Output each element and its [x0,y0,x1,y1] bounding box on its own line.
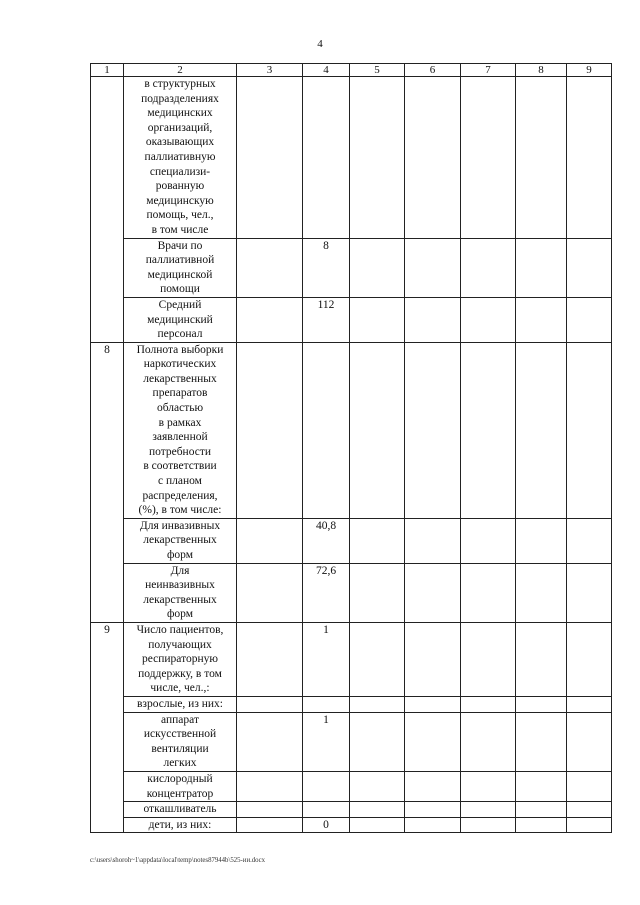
indicator-name: в структурных подразделениях медицинских организаций, оказывающих паллиативную специализи- рованную медицинскую помощь, чел., в том числе [124,77,237,239]
empty-cell [350,297,405,342]
empty-cell [461,802,516,818]
value-cell: 1 [303,712,350,771]
table-row [91,712,612,771]
indicator-name: взрослые, из них: [124,696,237,712]
empty-cell [405,518,461,563]
empty-cell [350,238,405,297]
indicator-name: Число пациентов, получающих респираторную поддержку, в том числе, чел.,: [124,622,237,696]
table-row [91,297,612,342]
empty-cell [237,712,303,771]
empty-cell [237,238,303,297]
empty-cell [237,771,303,801]
empty-cell [350,771,405,801]
table-row [91,238,612,297]
indicator-name: Врачи по паллиативной медицинской помощи [124,238,237,297]
empty-cell [567,563,612,622]
row-number [91,77,124,343]
page-number: 4 [317,38,323,50]
indicator-name: Для неинвазивных лекарственных форм [124,563,237,622]
empty-cell [516,238,567,297]
value-cell [303,342,350,518]
empty-cell [405,771,461,801]
empty-cell [237,77,303,239]
empty-cell [237,802,303,818]
table-row [91,518,612,563]
value-cell [303,696,350,712]
empty-cell [405,342,461,518]
file-path-footer: c:\users\shoroh~1\appdata\local\temp\notes87944b\525-ии.docx [90,857,265,864]
empty-cell [350,696,405,712]
table-row [91,77,612,239]
empty-cell [567,817,612,833]
empty-cell [350,817,405,833]
column-header: 6 [405,64,461,77]
empty-cell [567,238,612,297]
empty-cell [405,696,461,712]
column-header: 9 [567,64,612,77]
indicator-name: откашливатель [124,802,237,818]
empty-cell [237,817,303,833]
empty-cell [567,77,612,239]
column-header: 7 [461,64,516,77]
empty-cell [405,77,461,239]
empty-cell [405,238,461,297]
empty-cell [350,518,405,563]
column-header: 1 [91,64,124,77]
value-cell [303,771,350,801]
value-cell: 0 [303,817,350,833]
empty-cell [405,622,461,696]
empty-cell [567,297,612,342]
empty-cell [405,712,461,771]
empty-cell [516,622,567,696]
empty-cell [516,77,567,239]
empty-cell [350,802,405,818]
empty-cell [237,518,303,563]
empty-cell [237,696,303,712]
empty-cell [516,696,567,712]
empty-cell [461,622,516,696]
table-row [91,802,612,818]
table-row [91,563,612,622]
value-cell [303,802,350,818]
empty-cell [516,563,567,622]
empty-cell [516,712,567,771]
table-row [91,817,612,833]
empty-cell [516,771,567,801]
column-header: 4 [303,64,350,77]
empty-cell [350,712,405,771]
empty-cell [237,297,303,342]
table-row [91,342,612,518]
empty-cell [350,342,405,518]
column-header: 8 [516,64,567,77]
table-row [91,696,612,712]
empty-cell [461,696,516,712]
value-cell [303,77,350,239]
empty-cell [405,802,461,818]
empty-cell [461,342,516,518]
empty-cell [461,563,516,622]
empty-cell [461,817,516,833]
empty-cell [516,518,567,563]
empty-cell [350,622,405,696]
empty-cell [461,77,516,239]
empty-cell [461,518,516,563]
value-cell: 8 [303,238,350,297]
empty-cell [516,297,567,342]
empty-cell [405,563,461,622]
column-header: 2 [124,64,237,77]
value-cell: 1 [303,622,350,696]
empty-cell [567,518,612,563]
table-row [91,622,612,696]
empty-cell [405,817,461,833]
empty-cell [516,802,567,818]
value-cell: 40,8 [303,518,350,563]
empty-cell [237,622,303,696]
empty-cell [461,297,516,342]
empty-cell [237,342,303,518]
indicator-name: кислородный концентратор [124,771,237,801]
column-header: 5 [350,64,405,77]
empty-cell [567,771,612,801]
empty-cell [350,77,405,239]
empty-cell [567,696,612,712]
empty-cell [567,712,612,771]
indicator-name: Полнота выборки наркотических лекарственных препаратов областью в рамках заявленной потребности в соответствии с планом распределения, (%), в том числе: [124,342,237,518]
empty-cell [567,622,612,696]
empty-cell [461,238,516,297]
table-row [91,771,612,801]
value-cell: 112 [303,297,350,342]
report-table [90,63,612,833]
indicator-name: дети, из них: [124,817,237,833]
empty-cell [461,712,516,771]
empty-cell [516,817,567,833]
empty-cell [567,342,612,518]
value-cell: 72,6 [303,563,350,622]
empty-cell [405,297,461,342]
empty-cell [237,563,303,622]
table-header-row [91,64,612,77]
indicator-name: Средний медицинский персонал [124,297,237,342]
empty-cell [516,342,567,518]
empty-cell [461,771,516,801]
column-header: 3 [237,64,303,77]
empty-cell [567,802,612,818]
empty-cell [350,563,405,622]
indicator-name: аппарат искусственной вентиляции легких [124,712,237,771]
row-number: 9 [91,622,124,832]
indicator-name: Для инвазивных лекарственных форм [124,518,237,563]
row-number: 8 [91,342,124,622]
